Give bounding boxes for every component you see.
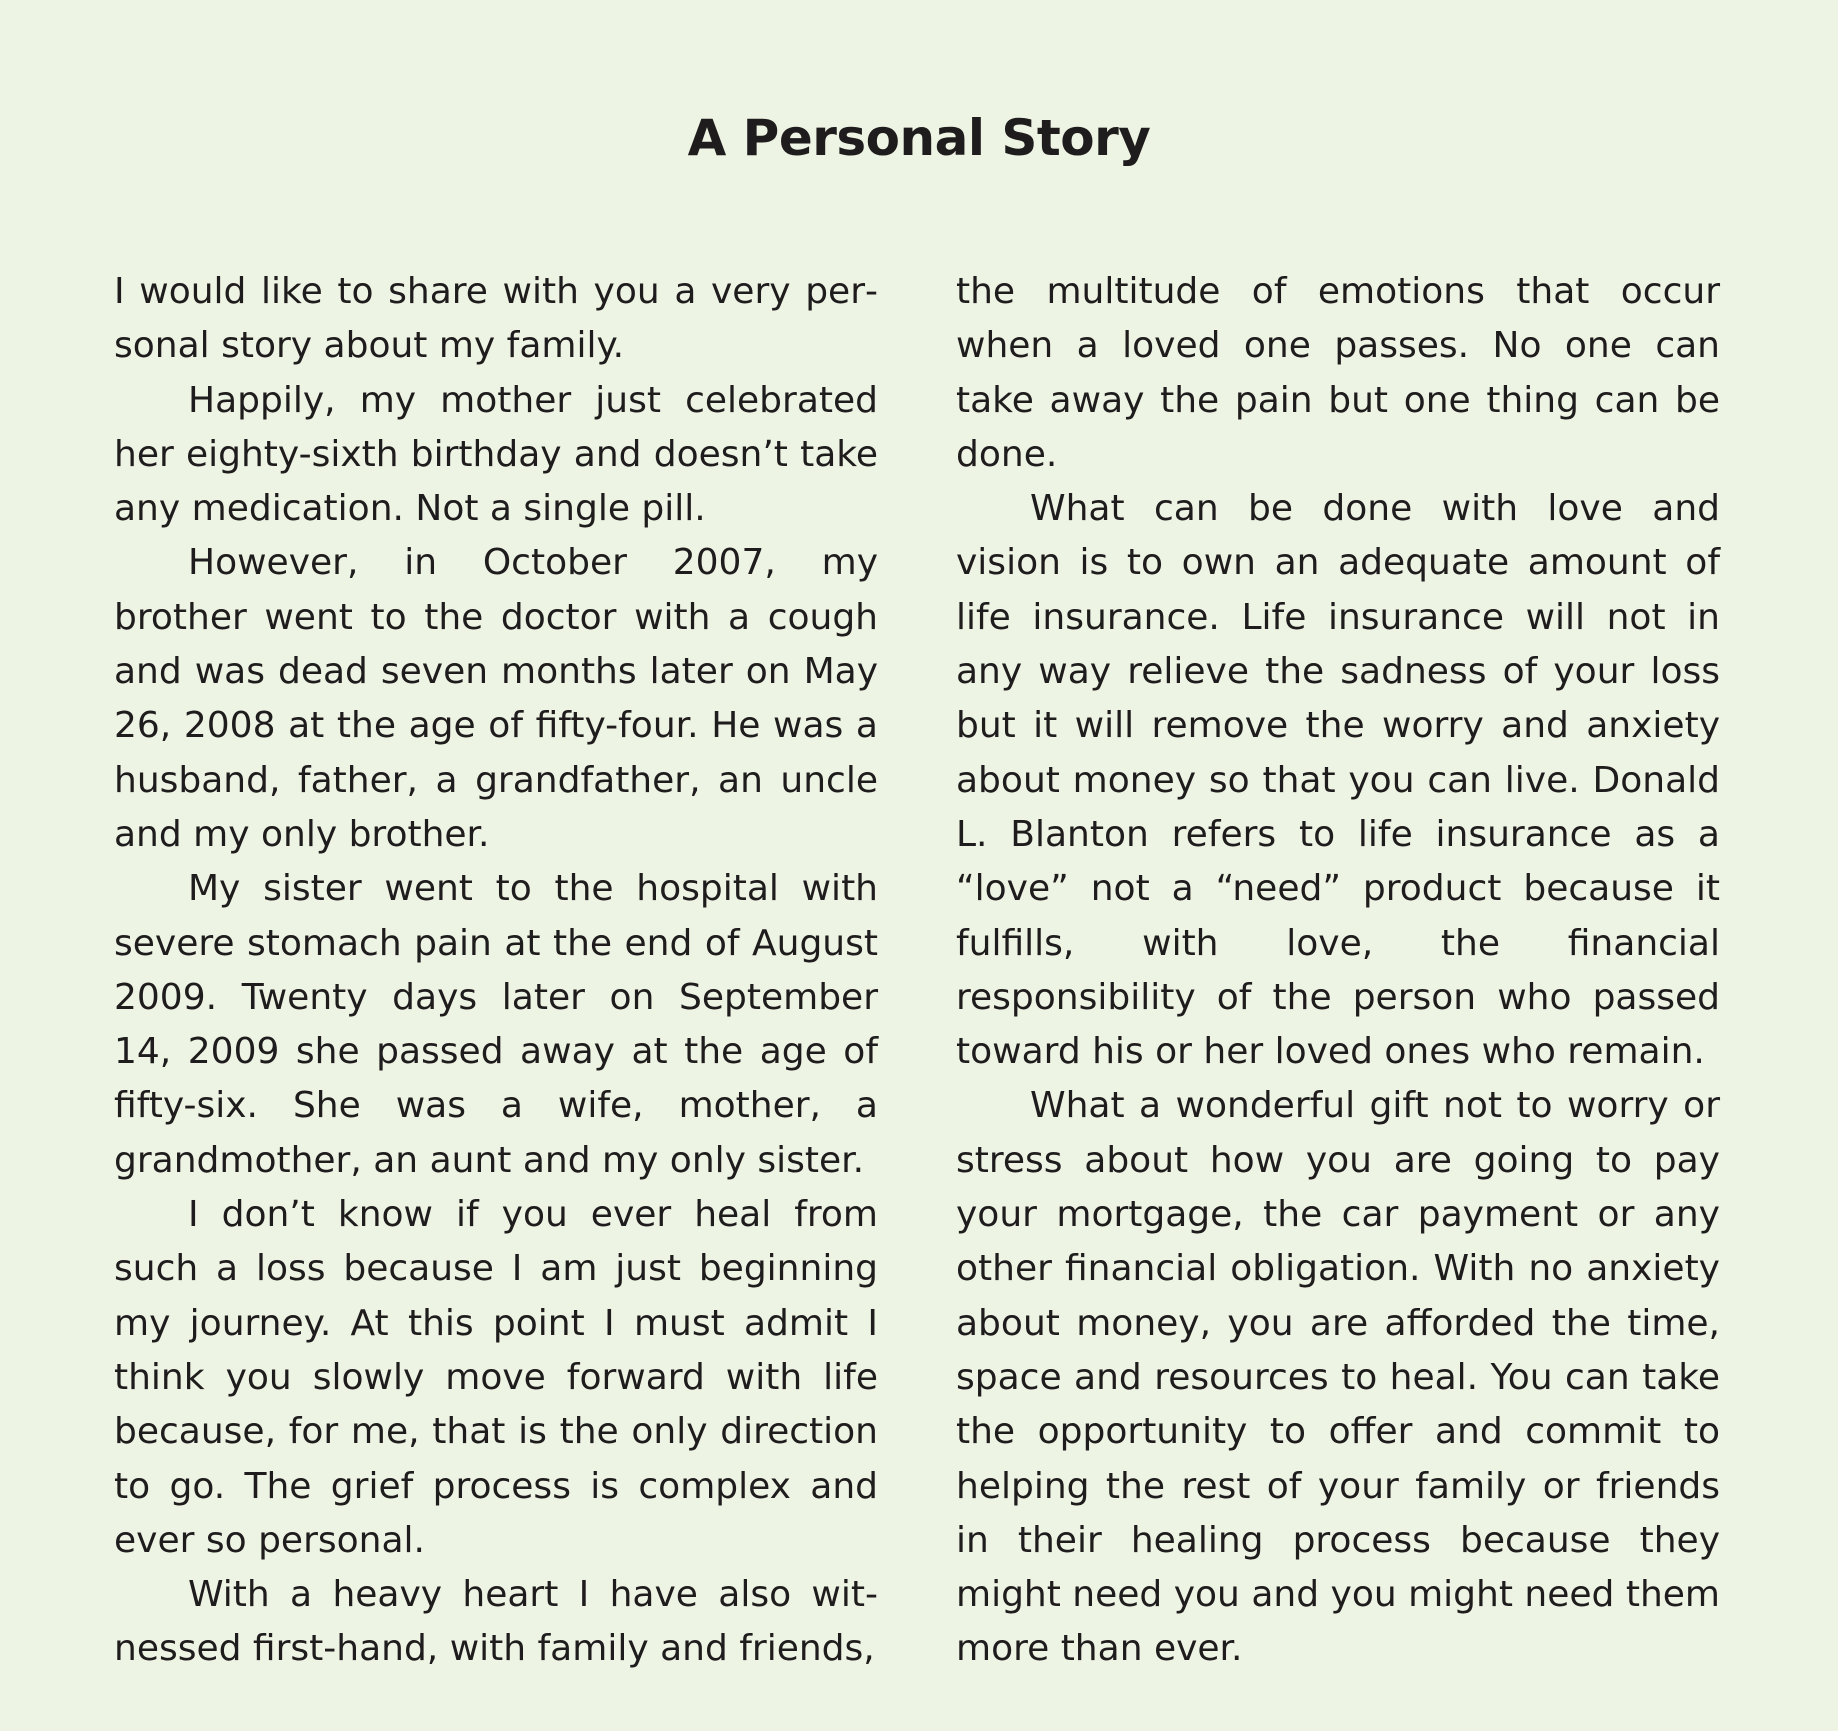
paragraph: What can be done with love and vision is to own an adequate amount of life insurance. Life insurance will not in any way relieve the sadness of your loss but it will remove the worry and anxiety about money so that you can live. Donald L. Blanton refers to life insurance as a “love” not a “need” product because it fulfills, with love, the financial responsibility of the person who passed toward his or her loved ones who remain. [956, 488, 1720, 1073]
paragraph: What a wonderful gift not to worry or stress about how you are going to pay your mortgage, the car payment or any other financial obligation. With no anxiety about money, you are afforded the time, space and resources to heal. You can take the opportunity to offer and commit to helping the rest of your family or friends in their healing process because they might need you and you might need them more than ever. [956, 1085, 1720, 1670]
right-column [956, 265, 1720, 1677]
paragraph: the multitude of emotions that occur when a loved one passes. No one can take away the pain but one thing can be done. [956, 271, 1720, 475]
left-column [114, 265, 878, 1677]
paragraph: Happily, my mother just celebrated her eighty-sixth birthday and doesn’t take any medication. Not a single pill. [114, 379, 878, 530]
paragraph: However, in October 2007, my brother went to the doctor with a cough and was dead seven months later on May 26, 2008 at the age of fifty-four. He was a husband, father, a grandfather, an uncle and my only brother. [114, 542, 878, 855]
paragraph: My sister went to the hospital with severe stomach pain at the end of August 2009. Twenty days later on September 14, 2009 she passed away at the age of fifty-six. She was a wife, mother, a grandmother, an aunt and my only sister. [114, 868, 878, 1181]
paragraph: With a heavy heart I have also witnessed first-hand, with family and friends, [114, 1574, 878, 1670]
paragraph: I would like to share with you a very personal story about my family. [114, 271, 878, 367]
page-title: A Personal Story [687, 109, 1151, 167]
paragraph: I don’t know if you ever heal from such a loss because I am just beginning my journey. At this point I must admit I think you slowly move forward with life because, for me, that is the only direction to go. The grief process is complex and ever so personal. [114, 1194, 878, 1561]
